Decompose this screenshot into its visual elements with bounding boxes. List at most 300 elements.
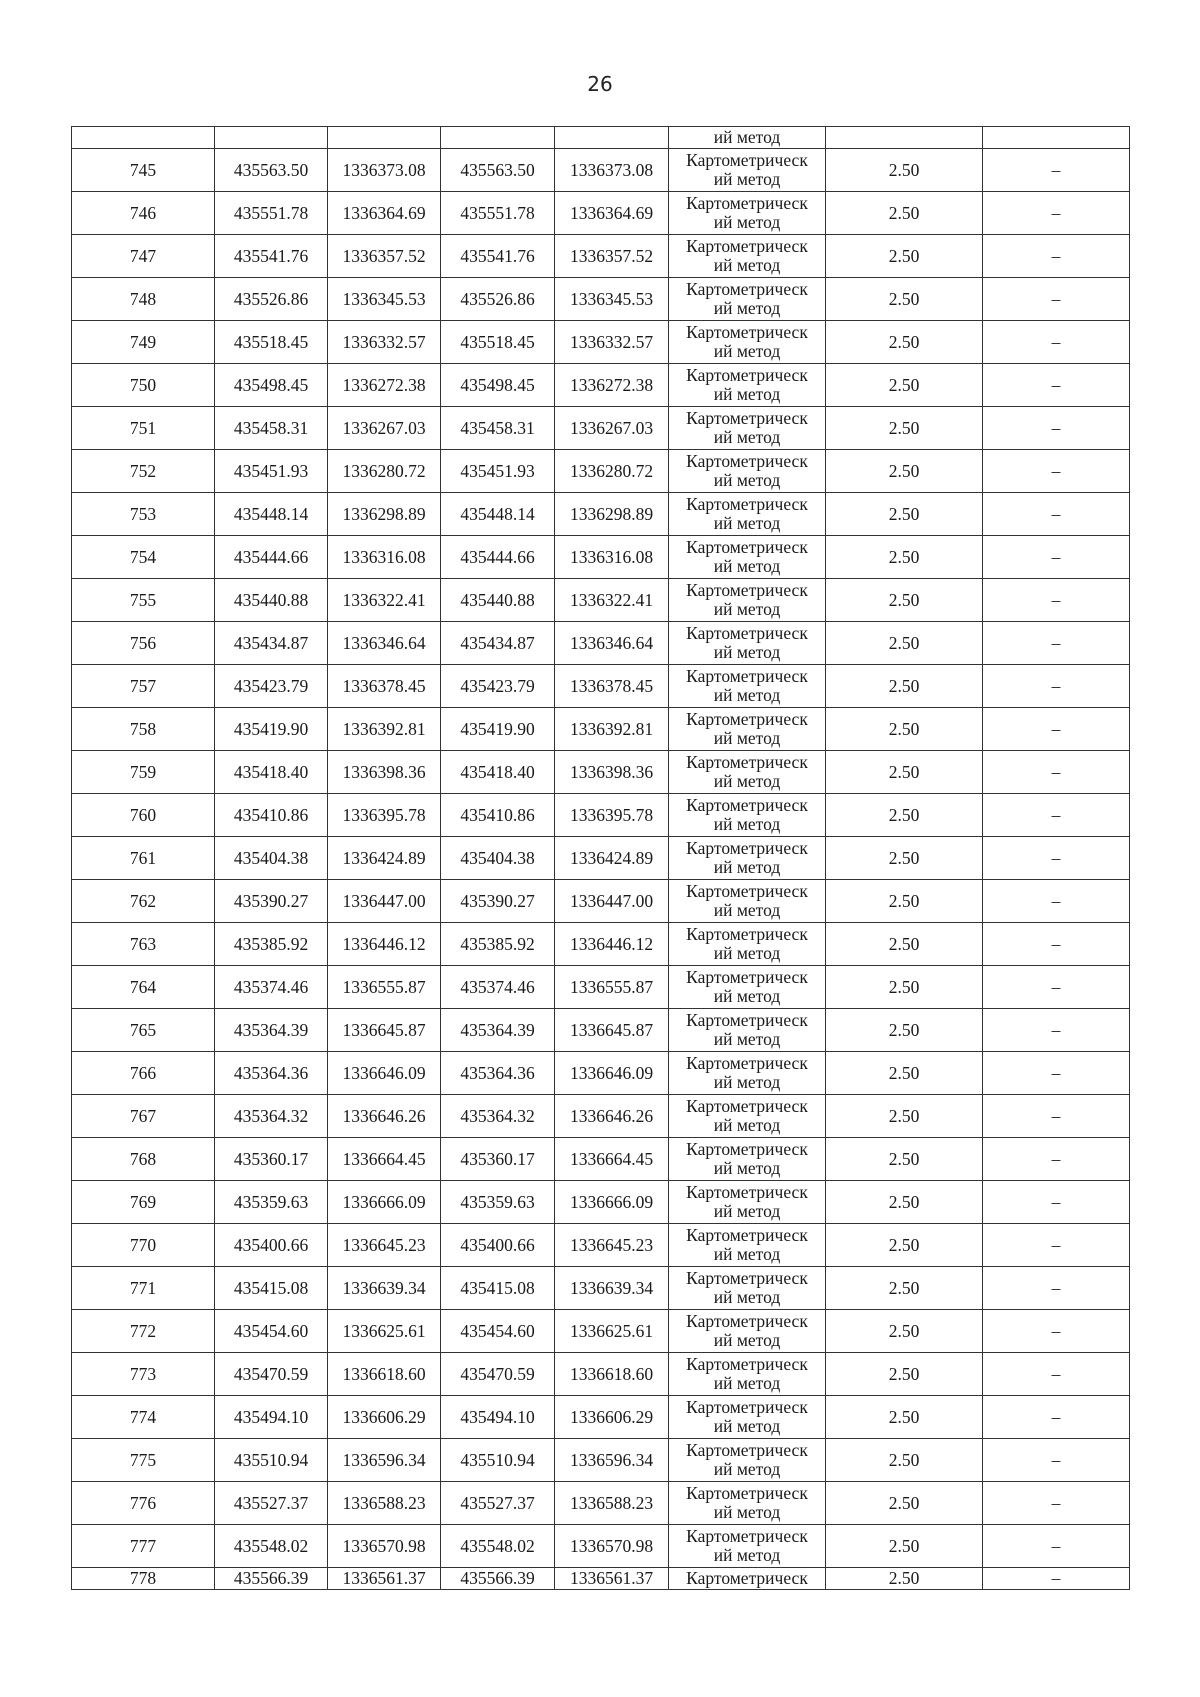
method-line-1: Картометрическ [686, 321, 808, 342]
cell-note: – [983, 1052, 1130, 1095]
method-line-2: ий метод [713, 340, 781, 361]
method-text [686, 1312, 808, 1350]
cell-method [669, 708, 826, 751]
method-text [686, 839, 808, 877]
cell-method [669, 407, 826, 450]
table-row [72, 1095, 1130, 1138]
cell-x-new: 435470.59 [441, 1353, 555, 1396]
cell-method [669, 1224, 826, 1267]
cell-y-old: 1336561.37 [328, 1568, 441, 1590]
cell-y-new: 1336646.09 [555, 1052, 669, 1095]
method-line-2: ий метод [713, 469, 781, 490]
cell-point-number: 750 [72, 364, 215, 407]
method-text [686, 1054, 808, 1092]
method-text [686, 925, 808, 963]
method-text [686, 581, 808, 619]
cell-method [669, 579, 826, 622]
cell-method [669, 751, 826, 794]
table-row [72, 665, 1130, 708]
cell-y-old: 1336298.89 [328, 493, 441, 536]
cell-x-old: 435444.66 [215, 536, 328, 579]
cell-x-new: 435410.86 [441, 794, 555, 837]
method-line-1: Картометрическ [686, 665, 808, 686]
cell-x-new: 435434.87 [441, 622, 555, 665]
cell-note: – [983, 1224, 1130, 1267]
method-text [686, 366, 808, 404]
table-row [72, 1310, 1130, 1353]
cell-accuracy: 2.50 [826, 536, 983, 579]
table-row [72, 192, 1130, 235]
cell-method [669, 192, 826, 235]
cell-point-number: 762 [72, 880, 215, 923]
cell-x-old: 435551.78 [215, 192, 328, 235]
cell-point-number: 774 [72, 1396, 215, 1439]
cell-note: – [983, 1310, 1130, 1353]
cell-x-old: 435419.90 [215, 708, 328, 751]
cell-y-new: 1336596.34 [555, 1439, 669, 1482]
cell-note: – [983, 493, 1130, 536]
cell-y-old: 1336645.87 [328, 1009, 441, 1052]
cell-x-old: 435364.32 [215, 1095, 328, 1138]
cell-accuracy: 2.50 [826, 364, 983, 407]
method-text [686, 753, 808, 791]
cell-x-old: 435404.38 [215, 837, 328, 880]
cell-x-old: 435360.17 [215, 1138, 328, 1181]
method-line-2: ий метод [713, 985, 781, 1006]
method-text [686, 409, 808, 447]
cell-point-number: 751 [72, 407, 215, 450]
method-line-2: ий метод [713, 383, 781, 404]
cell-method [669, 1052, 826, 1095]
cell-x-new: 435423.79 [441, 665, 555, 708]
cell-y-old: 1336280.72 [328, 450, 441, 493]
cell-y-new: 1336446.12 [555, 923, 669, 966]
cell-point-number [72, 127, 215, 149]
cell-point-number: 773 [72, 1353, 215, 1396]
cell-y-new: 1336447.00 [555, 880, 669, 923]
cell-note: – [983, 1568, 1130, 1590]
cell-x-new: 435566.39 [441, 1568, 555, 1590]
method-line-2: ий метод [713, 426, 781, 447]
cell-y-new: 1336378.45 [555, 665, 669, 708]
cell-x-old: 435494.10 [215, 1396, 328, 1439]
method-line-2: ий метод [713, 168, 781, 189]
cell-method [669, 1568, 826, 1590]
method-line-2: ий метод [713, 684, 781, 705]
cell-x-new: 435444.66 [441, 536, 555, 579]
table-row [72, 450, 1130, 493]
table-row [72, 1439, 1130, 1482]
method-text [686, 968, 808, 1006]
method-line-2: ий метод [713, 641, 781, 662]
cell-y-old: 1336346.64 [328, 622, 441, 665]
cell-y-old: 1336364.69 [328, 192, 441, 235]
cell-x-old: 435498.45 [215, 364, 328, 407]
cell-note: – [983, 278, 1130, 321]
cell-point-number: 772 [72, 1310, 215, 1353]
method-line-2: ий метод [713, 899, 781, 920]
cell-accuracy: 2.50 [826, 794, 983, 837]
cell-note: – [983, 1439, 1130, 1482]
cell-method [669, 966, 826, 1009]
method-line-1: Картометрическ [686, 1181, 808, 1202]
cell-x-old: 435526.86 [215, 278, 328, 321]
method-line-2: ий метод [713, 1243, 781, 1264]
table-row [72, 622, 1130, 665]
cell-x-old: 435566.39 [215, 1568, 328, 1590]
cell-x-old: 435451.93 [215, 450, 328, 493]
cell-point-number: 769 [72, 1181, 215, 1224]
cell-x-old: 435400.66 [215, 1224, 328, 1267]
cell-x-old: 435440.88 [215, 579, 328, 622]
table-row [72, 1396, 1130, 1439]
method-text [686, 796, 808, 834]
table-row [72, 1138, 1130, 1181]
cell-y-new: 1336666.09 [555, 1181, 669, 1224]
cell-y-new: 1336332.57 [555, 321, 669, 364]
cell-x-new: 435458.31 [441, 407, 555, 450]
method-line-1: Картометрическ [686, 966, 808, 987]
cell-x-new: 435415.08 [441, 1267, 555, 1310]
cell-method [669, 364, 826, 407]
cell-x-old: 435518.45 [215, 321, 328, 364]
method-line-2: ий метод [713, 1415, 781, 1436]
cell-x-old: 435458.31 [215, 407, 328, 450]
cell-point-number: 765 [72, 1009, 215, 1052]
method-line-2: ий метод [713, 856, 781, 877]
table-row [72, 364, 1130, 407]
method-text [686, 495, 808, 533]
method-line-2: ий метод [713, 1028, 781, 1049]
method-line-2: ий метод [713, 770, 781, 791]
method-line-2: ий метод [713, 1501, 781, 1522]
method-line-1: Картометрическ [686, 880, 808, 901]
cell-x-old: 435510.94 [215, 1439, 328, 1482]
cell-accuracy: 2.50 [826, 1224, 983, 1267]
cell-y-old: 1336446.12 [328, 923, 441, 966]
cell-x-old: 435359.63 [215, 1181, 328, 1224]
method-line-1: Картометрическ [686, 579, 808, 600]
cell-accuracy: 2.50 [826, 966, 983, 1009]
cell-method [669, 127, 826, 149]
cell-note: – [983, 450, 1130, 493]
cell-point-number: 746 [72, 192, 215, 235]
cell-x-new: 435364.32 [441, 1095, 555, 1138]
cell-y-old: 1336588.23 [328, 1482, 441, 1525]
cell-point-number: 753 [72, 493, 215, 536]
cell-accuracy: 2.50 [826, 665, 983, 708]
cell-x-old: 435423.79 [215, 665, 328, 708]
cell-y-new: 1336346.64 [555, 622, 669, 665]
method-line-1: Картометрическ [686, 1052, 808, 1073]
cell-point-number: 755 [72, 579, 215, 622]
method-line-2: ий метод [713, 598, 781, 619]
table-row [72, 1052, 1130, 1095]
method-line-1: Картометрическ [686, 622, 808, 643]
table-row [72, 966, 1130, 1009]
cell-y-new: 1336606.29 [555, 1396, 669, 1439]
method-line-2: ий метод [713, 813, 781, 834]
method-text [686, 237, 808, 275]
cell-accuracy: 2.50 [826, 1525, 983, 1568]
cell-x-new: 435364.39 [441, 1009, 555, 1052]
cell-y-new: 1336322.41 [555, 579, 669, 622]
table-row [72, 278, 1130, 321]
cell-y-new: 1336398.36 [555, 751, 669, 794]
cell-y-new: 1336395.78 [555, 794, 669, 837]
cell-y-old: 1336664.45 [328, 1138, 441, 1181]
cell-method [669, 1267, 826, 1310]
method-line-1: Картометрическ [686, 493, 808, 514]
cell-y-new: 1336280.72 [555, 450, 669, 493]
cell-method [669, 1439, 826, 1482]
cell-point-number: 761 [72, 837, 215, 880]
cell-x-old: 435454.60 [215, 1310, 328, 1353]
cell-point-number: 766 [72, 1052, 215, 1095]
cell-note: – [983, 1353, 1130, 1396]
cell-y-new: 1336392.81 [555, 708, 669, 751]
cell-note: – [983, 1138, 1130, 1181]
cell-note: – [983, 1396, 1130, 1439]
table-row [72, 923, 1130, 966]
table-row [72, 1009, 1130, 1052]
cell-y-old: 1336378.45 [328, 665, 441, 708]
cell-y-old: 1336373.08 [328, 149, 441, 192]
method-line-1: Картометрическ [686, 1439, 808, 1460]
cell-y-old: 1336392.81 [328, 708, 441, 751]
cell-method [669, 622, 826, 665]
cell-accuracy: 2.50 [826, 1267, 983, 1310]
cell-x-new: 435541.76 [441, 235, 555, 278]
cell-x-new: 435526.86 [441, 278, 555, 321]
cell-accuracy: 2.50 [826, 1439, 983, 1482]
table-row [72, 1482, 1130, 1525]
cell-note: – [983, 1482, 1130, 1525]
method-line-1: Картометрическ [686, 708, 808, 729]
method-line-2: ий метод [713, 1458, 781, 1479]
cell-y-new: 1336645.87 [555, 1009, 669, 1052]
method-text [686, 624, 808, 662]
cell-y-old: 1336322.41 [328, 579, 441, 622]
table-row [72, 794, 1130, 837]
cell-y-old: 1336267.03 [328, 407, 441, 450]
table-row [72, 536, 1130, 579]
method-text [686, 323, 808, 361]
cell-y-new: 1336373.08 [555, 149, 669, 192]
cell-point-number: 768 [72, 1138, 215, 1181]
cell-point-number: 771 [72, 1267, 215, 1310]
cell-accuracy: 2.50 [826, 751, 983, 794]
cell-y-old: 1336606.29 [328, 1396, 441, 1439]
cell-point-number: 770 [72, 1224, 215, 1267]
method-line-2: ий метод [713, 942, 781, 963]
method-text [686, 710, 808, 748]
cell-x-old: 435364.39 [215, 1009, 328, 1052]
cell-method [669, 1396, 826, 1439]
cell-method [669, 321, 826, 364]
cell-note: – [983, 794, 1130, 837]
cell-point-number: 752 [72, 450, 215, 493]
cell-accuracy: 2.50 [826, 1568, 983, 1590]
method-text [686, 1484, 808, 1522]
cell-note: – [983, 407, 1130, 450]
cell-x-new: 435563.50 [441, 149, 555, 192]
cell-y-new: 1336618.60 [555, 1353, 669, 1396]
cell-x-new: 435527.37 [441, 1482, 555, 1525]
cell-accuracy: 2.50 [826, 880, 983, 923]
cell-point-number: 767 [72, 1095, 215, 1138]
table-row [72, 235, 1130, 278]
cell-y-old: 1336618.60 [328, 1353, 441, 1396]
cell-y-old: 1336357.52 [328, 235, 441, 278]
cell-y-old: 1336646.26 [328, 1095, 441, 1138]
cell-accuracy: 2.50 [826, 450, 983, 493]
cell-y-new: 1336646.26 [555, 1095, 669, 1138]
cell-method [669, 1482, 826, 1525]
cell-note: – [983, 751, 1130, 794]
cell-method [669, 794, 826, 837]
method-text [686, 538, 808, 576]
cell-accuracy: 2.50 [826, 149, 983, 192]
method-line-1: Картометрическ [686, 235, 808, 256]
method-text [686, 1527, 808, 1565]
method-line-1: Картометрическ [686, 407, 808, 428]
cell-method [669, 278, 826, 321]
cell-accuracy: 2.50 [826, 407, 983, 450]
cell-x-old: 435541.76 [215, 235, 328, 278]
cell-note: – [983, 708, 1130, 751]
method-text [686, 1398, 808, 1436]
cell-method [669, 149, 826, 192]
method-line-2: ий метод [713, 1200, 781, 1221]
cell-y-new: 1336639.34 [555, 1267, 669, 1310]
method-line-1: Картометрическ [686, 751, 808, 772]
method-text [686, 667, 808, 705]
cell-x-new: 435551.78 [441, 192, 555, 235]
method-line-1: Картометрическ [686, 1525, 808, 1546]
cell-x-new: 435518.45 [441, 321, 555, 364]
cell-note: – [983, 1525, 1130, 1568]
cell-y-new: 1336298.89 [555, 493, 669, 536]
cell-x-new: 435454.60 [441, 1310, 555, 1353]
cell-x-new: 435498.45 [441, 364, 555, 407]
method-text [686, 1226, 808, 1264]
cell-note: – [983, 1095, 1130, 1138]
table-row [72, 1267, 1130, 1310]
cell-accuracy: 2.50 [826, 923, 983, 966]
cell-accuracy: 2.50 [826, 192, 983, 235]
method-text [686, 151, 808, 189]
method-line-2: ий метод [713, 727, 781, 748]
cell-accuracy: 2.50 [826, 1138, 983, 1181]
cell-point-number: 749 [72, 321, 215, 364]
cell-x-new: 435404.38 [441, 837, 555, 880]
method-text [686, 1140, 808, 1178]
cell-note [983, 127, 1130, 149]
cell-point-number: 747 [72, 235, 215, 278]
cell-note: – [983, 665, 1130, 708]
cell-method [669, 235, 826, 278]
table-row [72, 708, 1130, 751]
method-line-2: ий метод [713, 1286, 781, 1307]
method-line-2: ий метод [713, 1071, 781, 1092]
method-text [686, 1011, 808, 1049]
method-line-2: ий метод [713, 1544, 781, 1565]
cell-x-old: 435434.87 [215, 622, 328, 665]
cell-method [669, 1138, 826, 1181]
method-line-1: Картометрическ [686, 794, 808, 815]
cell-note: – [983, 880, 1130, 923]
cell-x-old: 435364.36 [215, 1052, 328, 1095]
cell-y-new: 1336625.61 [555, 1310, 669, 1353]
cell-accuracy: 2.50 [826, 1181, 983, 1224]
cell-y-old: 1336555.87 [328, 966, 441, 1009]
cell-y-new: 1336357.52 [555, 235, 669, 278]
cell-accuracy: 2.50 [826, 1009, 983, 1052]
coordinates-table [71, 126, 1130, 1590]
cell-accuracy: 2.50 [826, 579, 983, 622]
method-text [686, 882, 808, 920]
method-line-2: ий метод [713, 211, 781, 232]
method-text [686, 452, 808, 490]
cell-x-old: 435563.50 [215, 149, 328, 192]
cell-x-new: 435374.46 [441, 966, 555, 1009]
table-row [72, 493, 1130, 536]
table-row [72, 880, 1130, 923]
cell-y-new: 1336272.38 [555, 364, 669, 407]
cell-note: – [983, 837, 1130, 880]
cell-y-old: 1336345.53 [328, 278, 441, 321]
cell-x-new: 435360.17 [441, 1138, 555, 1181]
cell-method [669, 1525, 826, 1568]
cell-y-old: 1336596.34 [328, 1439, 441, 1482]
cell-accuracy [826, 127, 983, 149]
cell-y-new: 1336570.98 [555, 1525, 669, 1568]
cell-y-old: 1336570.98 [328, 1525, 441, 1568]
method-text [686, 1097, 808, 1135]
cell-y-new: 1336664.45 [555, 1138, 669, 1181]
method-text [686, 1269, 808, 1307]
cell-y-new: 1336424.89 [555, 837, 669, 880]
method-line-1: Картометрическ [686, 1138, 808, 1159]
method-line-2: ий метод [713, 1157, 781, 1178]
cell-y-old: 1336625.61 [328, 1310, 441, 1353]
method-line-2: ий метод [713, 1372, 781, 1393]
cell-x-new: 435494.10 [441, 1396, 555, 1439]
cell-y-new [555, 127, 669, 149]
cell-y-new: 1336267.03 [555, 407, 669, 450]
cell-note: – [983, 235, 1130, 278]
cell-x-new: 435400.66 [441, 1224, 555, 1267]
cell-x-old: 435418.40 [215, 751, 328, 794]
cell-y-old: 1336666.09 [328, 1181, 441, 1224]
cell-x-old: 435448.14 [215, 493, 328, 536]
cell-y-new: 1336645.23 [555, 1224, 669, 1267]
method-line-1: Картометрическ [686, 1353, 808, 1374]
cell-accuracy: 2.50 [826, 1095, 983, 1138]
cell-accuracy: 2.50 [826, 1482, 983, 1525]
method-text [686, 280, 808, 318]
cell-x-old: 435410.86 [215, 794, 328, 837]
method-line-1: Картометрическ [686, 192, 808, 213]
cell-y-old: 1336395.78 [328, 794, 441, 837]
cell-point-number: 776 [72, 1482, 215, 1525]
cell-note: – [983, 1009, 1130, 1052]
cell-accuracy: 2.50 [826, 278, 983, 321]
cell-point-number: 763 [72, 923, 215, 966]
cell-x-new: 435390.27 [441, 880, 555, 923]
method-tail: ий метод [713, 127, 781, 147]
